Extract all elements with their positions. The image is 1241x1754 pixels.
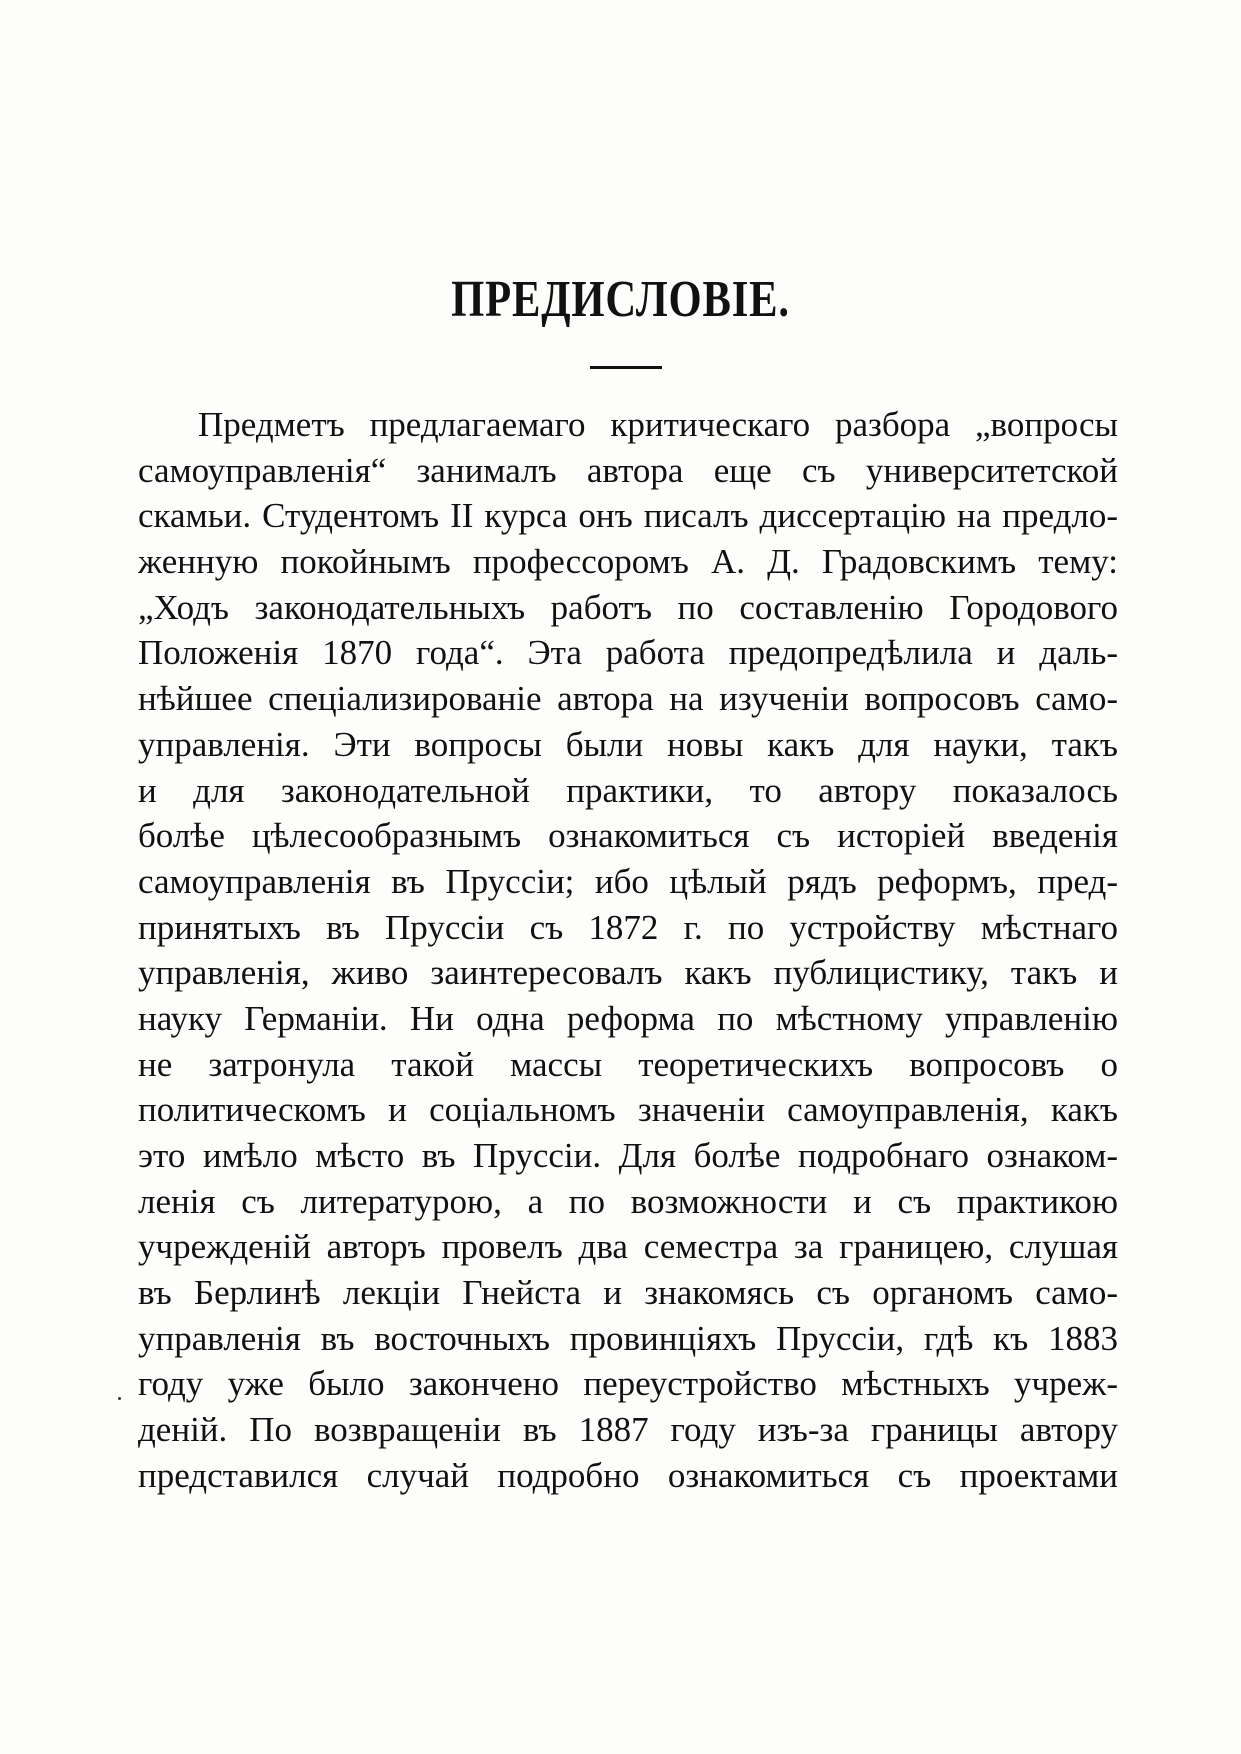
text-line: году уже было закончено переустройство мѣстныхъ учреж- (138, 1364, 1118, 1404)
text-line: самоуправленія“ занималъ автора еще съ университетской (138, 450, 1118, 490)
title-rule (590, 366, 662, 369)
text-line: Положенія 1870 года“. Эта работа предопредѣлила и даль- (138, 633, 1118, 673)
text-line: ленія съ литературою, а по возможности и съ практикою (138, 1181, 1118, 1221)
text-line: учрежденій авторъ провелъ два семестра за границею, слушая (138, 1227, 1118, 1267)
text-line: нѣйшее спеціализированіе автора на изученіи вопросовъ само- (138, 679, 1118, 719)
text-line: и для законодательной практики, то автору показалось (138, 770, 1118, 810)
text-line: женную покойнымъ профессоромъ А. Д. Градовскимъ тему: (138, 542, 1118, 582)
text-line: политическомъ и соціальномъ значеніи самоуправленія, какъ (138, 1090, 1118, 1130)
text-line: управленія въ восточныхъ провинціяхъ Пруссіи, гдѣ къ 1883 (138, 1318, 1118, 1358)
text-line: не затронула такой массы теоретическихъ вопросовъ о (138, 1044, 1118, 1084)
page-title: ПРЕДИСЛОВІЕ. (451, 271, 790, 328)
text-line: это имѣло мѣсто въ Пруссіи. Для болѣе подробнаго ознаком- (138, 1136, 1118, 1175)
text-line: болѣе цѣлесообразнымъ ознакомиться съ исторіей введенія (138, 816, 1118, 856)
text-line: „Ходъ законодательныхъ работъ по составленію Городового (138, 587, 1118, 627)
text-line: представился случай подробно ознакомиться съ проектами (138, 1455, 1118, 1495)
text-line: Предметъ предлагаемаго критическаго разбора „вопросы (198, 405, 1118, 444)
text-line: управленія. Эти вопросы были новы какъ для науки, такъ (138, 724, 1118, 764)
text-line: самоуправленія въ Пруссіи; ибо цѣлый рядъ реформъ, пред- (138, 861, 1118, 901)
preface-body (138, 402, 1118, 1499)
text-line: деній. По возвращеніи въ 1887 году изъ-за границы автору (138, 1410, 1118, 1450)
text-line: скамьи. Студентомъ II курса онъ писалъ диссертацію на предло- (138, 496, 1118, 536)
text-line: управленія, живо заинтересовалъ какъ публицистику, такъ и (138, 953, 1118, 993)
margin-speck (118, 1397, 121, 1400)
text-line: принятыхъ въ Пруссіи съ 1872 г. по устройству мѣстнаго (138, 907, 1118, 947)
text-line: науку Германіи. Ни одна реформа по мѣстному управленію (138, 998, 1118, 1038)
text-line: въ Берлинѣ лекціи Гнейста и знакомясь съ органомъ само- (138, 1273, 1118, 1313)
